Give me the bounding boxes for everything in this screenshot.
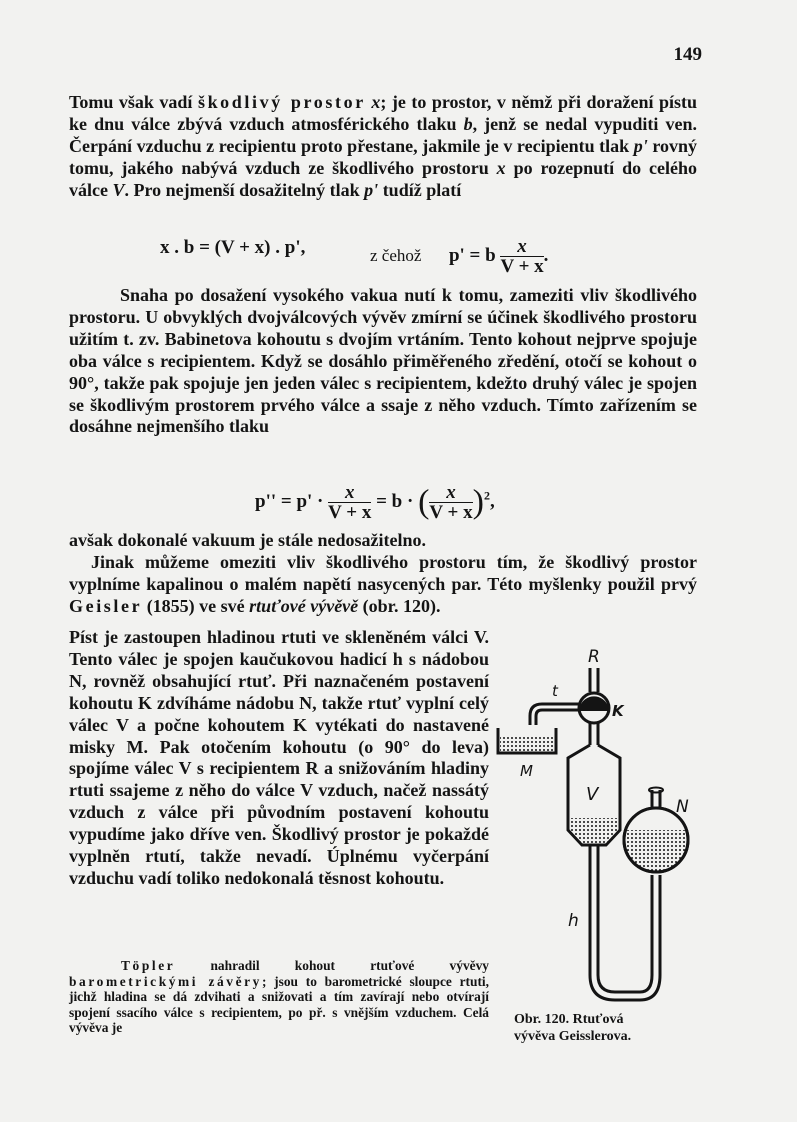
formula-pressure-balance: x . b = (V + x) . p', — [160, 237, 306, 258]
label-v: V — [586, 784, 599, 805]
paragraph-vacuum-unreachable: avšak dokonalé vakuum je stále nedosažitelno. — [69, 530, 427, 550]
formula-minimum-pressure: z čehož p' = b $\frac{x}{V + x}$ . — [370, 236, 549, 277]
label-m: M — [520, 762, 533, 780]
formula-babinet-pressure: p'' = p' · $\frac{x}{V + x}$ = b · ( $\frac{x}{V + x}$ )$^2$, — [255, 482, 495, 523]
label-k: K — [612, 702, 624, 720]
figure-caption: Obr. 120. Rtuťová vývěva Geisslerova. — [514, 1012, 632, 1044]
paragraph-dead-space: Tomu však vadí škodlivý prostor x; je to prostor, v němž při doražení pístu ke dnu válce zbývá vzduch atmosférického tlaku b, jenž se nedal vypuditi ven. Čerpání vzduchu z recipientu proto přestane, jakmile je v recipientu tlak p' rovný tomu, jakého nabývá vzduch ze škodlivého prostoru x po rozepnutí do celého válce V. Pro nejmenší dosažitelný tlak p' tudíž platí — [69, 92, 698, 200]
outlet-tube — [536, 710, 580, 725]
paragraph-geisler-pump: Píst je zastoupen hladinou rtuti ve skleněném válci V. Tento válec je spojen kaučukovou hadicí h s nádobou N, rovněž obsahující rtuť. Při naznačeném postavení kohoutu K zdvíháme nádobu N, takže rtuť vyplní celý válec V a počne kohoutem K vytékati do nastavené misky M. Pak otočením kohoutu (o 90° do leva) spojíme válec V s recipientem R a snižováním hladiny rtuti ssajeme z něho do válce V vzduch, načež nassátý vzduch z válce při původním postavení kohoutu vypudíme jako dříve ven. Škodlivý prostor je pokaždé vyplněn rtutí, takže nevadí. Úplnému vyčerpání vzduchu vadí toliko nedokonalá těsnost kohoutu. — [69, 627, 489, 888]
recipient-tube — [590, 668, 598, 692]
label-t: t — [552, 682, 558, 700]
paragraph-geisler-intro: Jinak můžeme omeziti vliv škodlivého prostoru tím, že škodlivý prostor vyplníme kapalinou o malém napětí nasycených par. Této myšlenky použil prvý Geisler (1855) ve své rtuťové vývěvě (obr. 120). — [69, 552, 697, 616]
rubber-hose-h — [590, 875, 660, 1000]
dish-m — [498, 728, 556, 753]
paragraph-babinet-valve: Snaha po dosažení vysokého vakua nutí k tomu, zameziti vliv škodlivého prostoru. U obvyklých dvojválcových vývěv zmírní se účinek škodlivého prostoru užitím t. zv. Babinetova kohoutu s dvojím vrtáním. Tento kohout nejprve spojuje oba válce s recipientem. Když se dosáhlo přiměřeného zředění, otočí se kohout o 90°, takže pak spojuje jen jeden válec s recipientem, kdežto druhý válec je spojen se škodlivým prostorem prvého válce a ssaje z něho vzduch. Tímto zařízením se dosáhne nejmenšího tlaku — [69, 285, 697, 437]
page-number: 149 — [673, 44, 702, 65]
label-n: N — [676, 797, 689, 817]
label-r: R — [588, 647, 600, 667]
label-h: h — [568, 911, 579, 931]
geissler-pump-figure — [490, 640, 730, 1010]
paragraph-topler-pump: Töpler nahradil kohout rtuťové vývěvy barometrickými závěry; jsou to barometrické sloupce rtuti, jichž hladina se dá zdvihati a snižovati a tím zavírají nebo otvírají spojení ssacího válce s recipientem, po př. s vnějším vzduchem. Celá vývěva je — [69, 958, 489, 1036]
stopcock-k — [578, 693, 610, 723]
